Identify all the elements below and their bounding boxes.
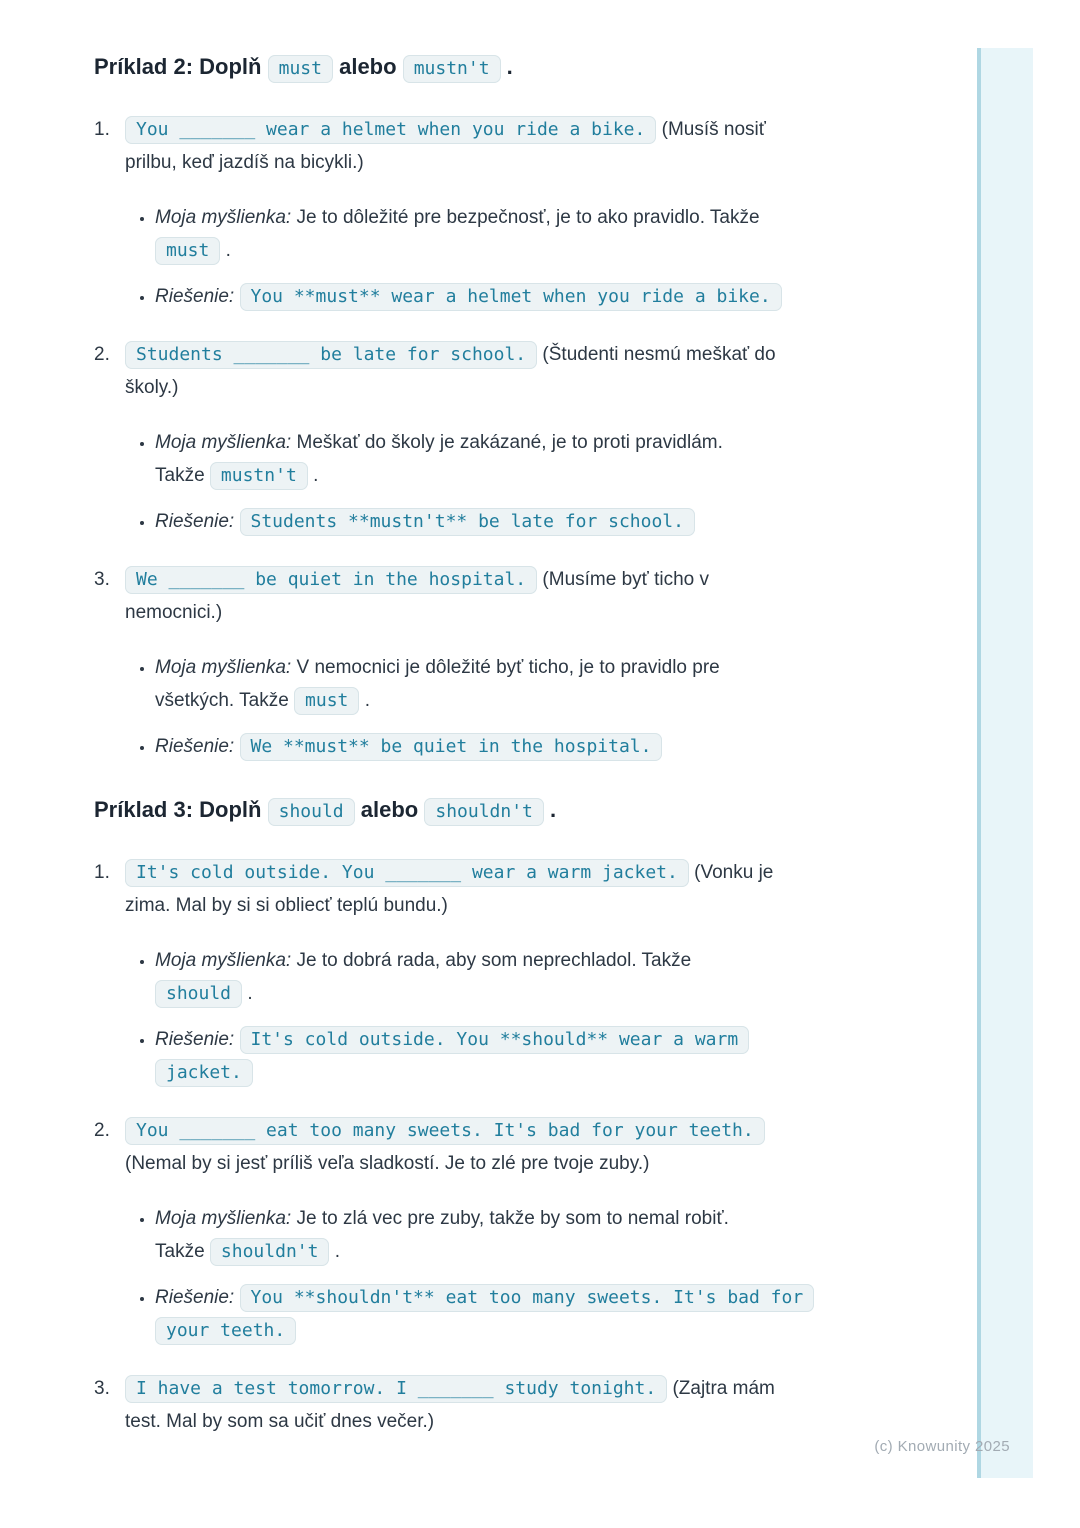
solution-line bbox=[155, 505, 830, 538]
translation-text: (Zajtra mám bbox=[672, 1378, 775, 1399]
item-body bbox=[125, 563, 830, 763]
section-heading bbox=[94, 793, 830, 829]
solution-bullet bbox=[155, 1023, 830, 1089]
exercise-item bbox=[94, 113, 830, 313]
thought-suffix: . bbox=[247, 983, 253, 1004]
item-number: 3. bbox=[94, 1378, 110, 1399]
scrollbar-track[interactable] bbox=[977, 48, 1033, 1478]
exercise-item bbox=[94, 1114, 830, 1347]
solution-text: It's cold outside. You **should** wear a warm bbox=[250, 1029, 739, 1050]
thought-text: Takže bbox=[155, 465, 205, 486]
heading-option-chip: shouldn't bbox=[424, 798, 544, 826]
solution-line bbox=[155, 1023, 830, 1089]
sentence-code: We _______ be quiet in the hospital. bbox=[125, 566, 537, 594]
thought-text: Meškať do školy je zakázané, je to proti pravidlám. bbox=[296, 432, 723, 453]
translation-text: (Musíš nosiť bbox=[661, 119, 766, 140]
item-body bbox=[125, 1372, 830, 1438]
item-number: 1. bbox=[94, 862, 110, 883]
thought-text: všetkých. Takže bbox=[155, 690, 289, 711]
exercise-sentence bbox=[125, 113, 830, 179]
thought-label: Moja myšlienka: bbox=[155, 1208, 292, 1229]
translation-text: (Nemal by si jesť príliš veľa sladkostí. Je to zlé pre tvoje zuby.) bbox=[125, 1153, 650, 1174]
exercise-item bbox=[94, 338, 830, 538]
thought-line bbox=[155, 201, 830, 267]
worksheet-content bbox=[94, 50, 830, 1438]
item-notes bbox=[125, 944, 830, 1089]
solution-code: We **must** be quiet in the hospital. bbox=[240, 733, 663, 761]
exercise-sentence bbox=[125, 856, 830, 922]
thought-text: Takže bbox=[155, 1241, 205, 1262]
exercise-sentence bbox=[125, 1114, 830, 1180]
thought-label: Moja myšlienka: bbox=[155, 950, 292, 971]
item-number: 2. bbox=[94, 1120, 110, 1141]
sentence-code: I have a test tomorrow. I _______ study tonight. bbox=[125, 1375, 667, 1403]
translation-text: test. Mal by som sa učiť dnes večer.) bbox=[125, 1411, 435, 1432]
copyright-notice: (c) Knowunity 2025 bbox=[874, 1438, 1010, 1455]
solution-text: You **shouldn't** eat too many sweets. It's bad for bbox=[250, 1287, 804, 1308]
thought-text: V nemocnici je dôležité byť ticho, je to pravidlo pre bbox=[296, 657, 720, 678]
thought-bullet bbox=[155, 426, 830, 492]
solution-line bbox=[155, 280, 830, 313]
sentence-code: You _______ eat too many sweets. It's bad for your teeth. bbox=[125, 1117, 765, 1145]
heading-option-chip: should bbox=[268, 798, 355, 826]
thought-bullet bbox=[155, 1202, 830, 1268]
thought-text: Je to zlá vec pre zuby, takže by som to nemal robiť. bbox=[296, 1208, 729, 1229]
heading-option-chip: must bbox=[268, 55, 333, 83]
heading-prefix: Príklad 3: Doplň bbox=[94, 797, 262, 822]
thought-line bbox=[155, 944, 830, 1010]
thought-line bbox=[155, 426, 830, 492]
item-notes bbox=[125, 426, 830, 538]
exercise-item bbox=[94, 856, 830, 1089]
solution-label: Riešenie: bbox=[155, 736, 235, 757]
thought-bullet bbox=[155, 944, 830, 1010]
thought-label: Moja myšlienka: bbox=[155, 657, 292, 678]
heading-suffix: . bbox=[506, 54, 513, 79]
item-number: 1. bbox=[94, 119, 110, 140]
exercise-item bbox=[94, 1372, 830, 1438]
thought-answer-chip: should bbox=[155, 980, 242, 1008]
thought-label: Moja myšlienka: bbox=[155, 207, 292, 228]
heading-conjunction: alebo bbox=[360, 797, 419, 822]
thought-text: Je to dobrá rada, aby som neprechladol. Takže bbox=[296, 950, 692, 971]
thought-bullet bbox=[155, 201, 830, 267]
thought-answer-chip: mustn't bbox=[210, 462, 308, 490]
exercise-sentence bbox=[125, 338, 830, 404]
solution-label: Riešenie: bbox=[155, 1029, 235, 1050]
item-notes bbox=[125, 201, 830, 313]
heading-option-chip: mustn't bbox=[403, 55, 501, 83]
solution-code bbox=[155, 1026, 749, 1087]
solution-label: Riešenie: bbox=[155, 286, 235, 307]
thought-answer-chip: shouldn't bbox=[210, 1238, 330, 1266]
item-notes bbox=[125, 651, 830, 763]
translation-text: (Študenti nesmú meškať do bbox=[542, 344, 776, 365]
item-body bbox=[125, 856, 830, 1089]
item-body bbox=[125, 113, 830, 313]
item-body bbox=[125, 1114, 830, 1347]
item-number: 2. bbox=[94, 344, 110, 365]
section-heading bbox=[94, 50, 830, 86]
thought-bullet bbox=[155, 651, 830, 717]
exercise-sentence bbox=[125, 563, 830, 629]
solution-code: Students **mustn't** be late for school. bbox=[240, 508, 695, 536]
translation-text: (Musíme byť ticho v bbox=[542, 569, 709, 590]
solution-line bbox=[155, 1281, 830, 1347]
thought-suffix: . bbox=[313, 465, 319, 486]
thought-line bbox=[155, 651, 830, 717]
solution-bullet bbox=[155, 505, 830, 538]
translation-text: prilbu, keď jazdíš na bicykli.) bbox=[125, 152, 364, 173]
solution-label: Riešenie: bbox=[155, 511, 235, 532]
section-priklad-2 bbox=[94, 50, 830, 763]
thought-suffix: . bbox=[225, 240, 231, 261]
translation-text: zima. Mal by si si obliecť teplú bundu.) bbox=[125, 895, 448, 916]
thought-suffix: . bbox=[364, 690, 370, 711]
item-notes bbox=[125, 1202, 830, 1347]
thought-text: Je to dôležité pre bezpečnosť, je to ako pravidlo. Takže bbox=[296, 207, 760, 228]
solution-bullet bbox=[155, 1281, 830, 1347]
heading-prefix: Príklad 2: Doplň bbox=[94, 54, 262, 79]
thought-label: Moja myšlienka: bbox=[155, 432, 292, 453]
section-priklad-3 bbox=[94, 793, 830, 1438]
thought-answer-chip: must bbox=[294, 687, 359, 715]
sentence-code: It's cold outside. You _______ wear a warm jacket. bbox=[125, 859, 689, 887]
heading-suffix: . bbox=[550, 797, 557, 822]
solution-label: Riešenie: bbox=[155, 1287, 235, 1308]
item-number: 3. bbox=[94, 569, 110, 590]
solution-code bbox=[155, 1284, 814, 1345]
exercise-sentence bbox=[125, 1372, 830, 1438]
solution-bullet bbox=[155, 280, 830, 313]
item-body bbox=[125, 338, 830, 538]
solution-bullet bbox=[155, 730, 830, 763]
heading-conjunction: alebo bbox=[339, 54, 397, 79]
solution-line bbox=[155, 730, 830, 763]
translation-text: (Vonku je bbox=[694, 862, 774, 883]
exercise-item bbox=[94, 563, 830, 763]
solution-text: your teeth. bbox=[166, 1320, 286, 1341]
sentence-code: You _______ wear a helmet when you ride a bike. bbox=[125, 116, 656, 144]
sentence-code: Students _______ be late for school. bbox=[125, 341, 537, 369]
solution-code: You **must** wear a helmet when you ride a bike. bbox=[240, 283, 782, 311]
thought-line bbox=[155, 1202, 830, 1268]
thought-answer-chip: must bbox=[155, 237, 220, 265]
translation-text: školy.) bbox=[125, 377, 179, 398]
translation-text: nemocnici.) bbox=[125, 602, 223, 623]
thought-suffix: . bbox=[334, 1241, 341, 1262]
solution-text: jacket. bbox=[166, 1062, 242, 1083]
